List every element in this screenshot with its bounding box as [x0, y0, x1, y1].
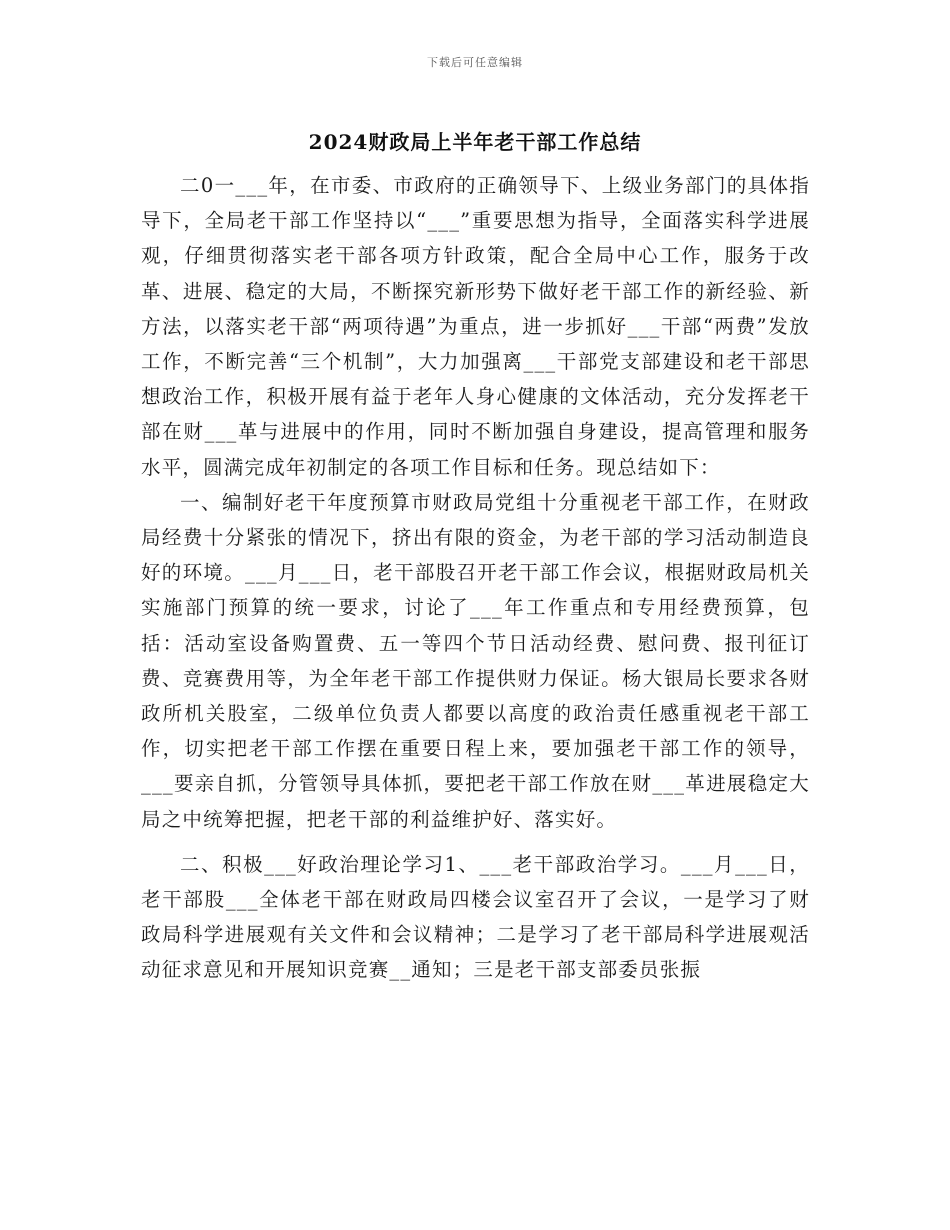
paragraph-intro: 二0一___年，在市委、市政府的正确领导下、上级业务部门的具体指导下，全局老干部工作坚持以“___”重要思想为指导，全面落实科学进展观，仔细贯彻落实老干部各项方针政策，配合全局中心工作，服务于改革、进展、稳定的大局，不断探究新形势下做好老干部工作的新经验、新方法，以落实老干部“两项待遇”为重点，进一步抓好___干部“两费”发放工作，不断完善“三个机制”，大力加强离___干部党支部建设和老干部思想政治工作，积极开展有益于老年人身心健康的文体活动，充分发挥老干部在财___革与进展中的作用，同时不断加强自身建设，提高管理和服务水平，圆满完成年初制定的各项工作目标和任务。现总结如下： — [141, 174, 810, 479]
page-header-note: 下载后可任意编辑 — [427, 56, 523, 69]
paragraph-section-one: 一、编制好老干年度预算市财政局党组十分重视老干部工作，在财政局经费十分紧张的情况下，挤出有限的资金，为老干部的学习活动制造良好的环境。___月___日，老干部股召开老干部工作会议，根据财政局机关实施部门预算的统一要求，讨论了___年工作重点和专用经费预算，包括：活动室设备购置费、五一等四个节日活动经费、慰问费、报刊征订费、竞赛费用等，为全年老干部工作提供财力保证。杨大银局长要求各财政所机关股室，二级单位负责人都要以高度的政治责任感重视老干部工作，切实把老干部工作摆在重要日程上来，要加强老干部工作的领导，___要亲自抓，分管领导具体抓，要把老干部工作放在财___革进展稳定大局之中统筹把握，把老干部的利益维护好、落实好。 — [141, 490, 810, 831]
paragraph-section-two: 二、积极___好政治理论学习1、___老干部政治学习。___月___日，老干部股___全体老干部在财政局四楼会议室召开了会议，一是学习了财政局科学进展观有关文件和会议精神；二是学习了老干部局科学进展观活动征求意见和开展知识竞赛__通知；三是老干部支部委员张振 — [141, 852, 810, 982]
document-body — [141, 168, 810, 988]
document-title: 2024财政局上半年老干部工作总结 — [308, 130, 642, 154]
